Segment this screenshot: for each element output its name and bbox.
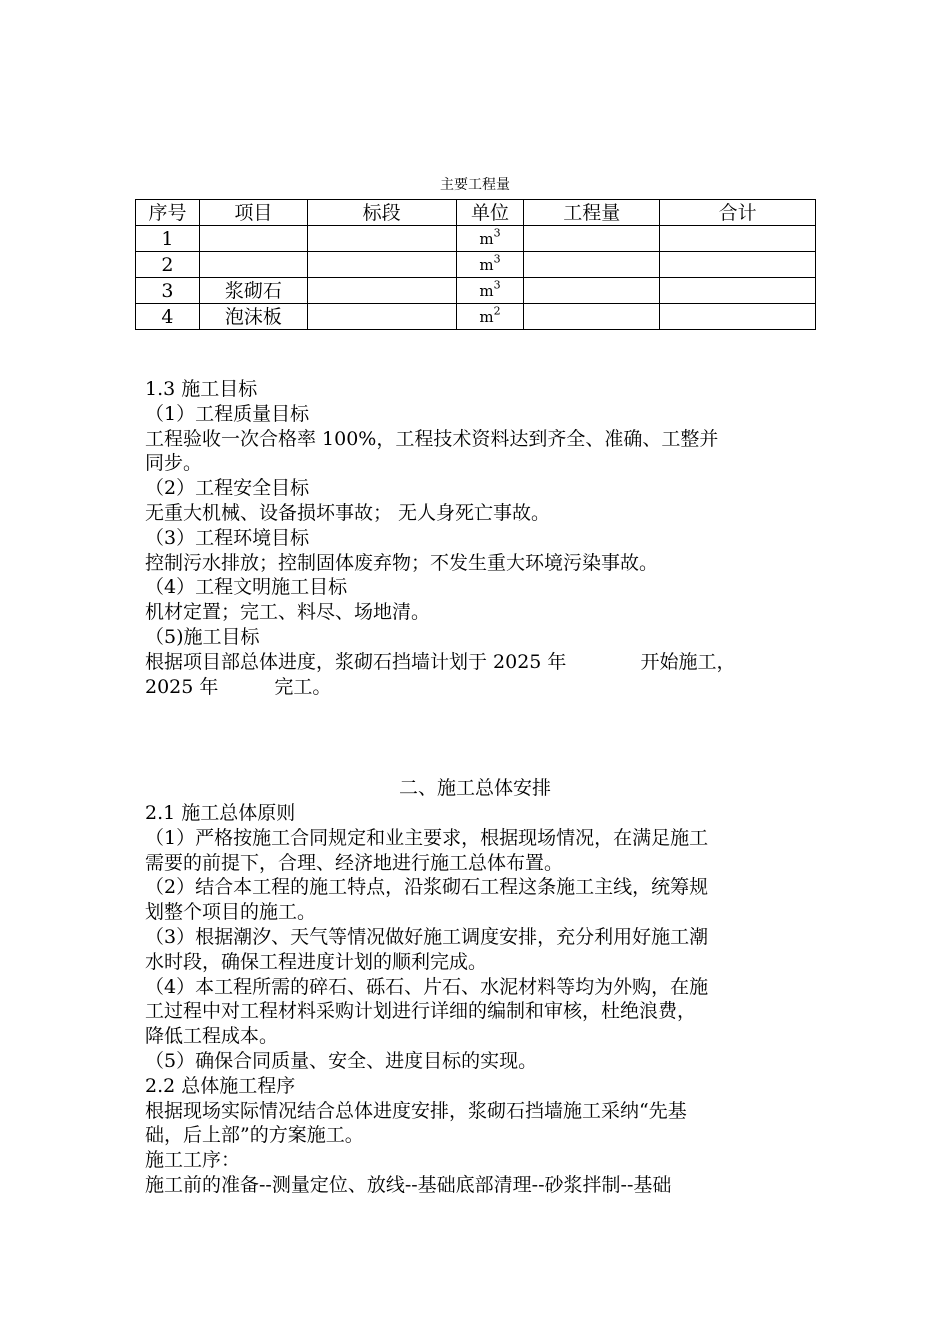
paragraph-line: 工过程中对工程材料采购计划进行详细的编制和审核，杜绝浪费， — [145, 1000, 697, 1023]
header-cell: 序号 — [136, 200, 200, 226]
paragraph-line: 工程验收一次合格率 100%，工程技术资料达到齐全、准确、工整并 — [145, 427, 719, 450]
table-row — [136, 252, 816, 278]
section-heading: 1.3 施工目标 — [145, 378, 258, 400]
paragraph-line: （2）结合本工程的施工特点，沿浆砌石工程这条施工主线，统筹规 — [145, 876, 709, 899]
paragraph-line: 根据项目部总体进度，浆砌石挡墙计划于 2025 年 开始施工， — [145, 650, 736, 673]
table-row — [136, 226, 816, 252]
cell-item: 泡沫板 — [199, 304, 307, 330]
chapter-2-body — [145, 801, 820, 1198]
section-1-3 — [145, 377, 820, 699]
cell-total — [660, 226, 816, 252]
paragraph-line: （4）本工程所需的碎石、砾石、片石、水泥材料等均为外购，在施 — [145, 975, 709, 998]
paragraph-line: 施工前的准备--测量定位、放线--基础底部清理--砂浆拌制--基础 — [145, 1173, 672, 1196]
subheading: （5)施工目标 — [145, 625, 260, 648]
cell-unit: $m^2$ — [456, 304, 524, 330]
paragraph-line: 2025 年 完工。 — [145, 675, 332, 698]
paragraph-line: 施工工序： — [145, 1149, 241, 1172]
table-row — [136, 278, 816, 304]
paragraph-line: 降低工程成本。 — [145, 1025, 279, 1048]
cell-item: 浆砌石 — [199, 278, 307, 304]
cell-total — [660, 252, 816, 278]
cell-no: 2 — [136, 252, 200, 278]
table-header-row — [136, 200, 816, 226]
cell-section — [307, 304, 456, 330]
paragraph-line: （1）严格按施工合同规定和业主要求，根据现场情况，在满足施工 — [145, 826, 709, 849]
cell-no: 4 — [136, 304, 200, 330]
paragraph-line: 水时段，确保工程进度计划的顺利完成。 — [145, 950, 488, 973]
section-heading: 2.2 总体施工程序 — [145, 1074, 296, 1097]
cell-section — [307, 226, 456, 252]
paragraph-line: 根据现场实际情况结合总体进度安排，浆砌石挡墙施工采纳“先基 — [145, 1099, 687, 1122]
section-heading: 2.1 施工总体原则 — [145, 802, 296, 824]
paragraph-line: 础，后上部”的方案施工。 — [145, 1124, 364, 1147]
paragraph-line: 需要的前提下，合理、经济地进行施工总体布置。 — [145, 851, 564, 874]
paragraph-line: 机材定置；完工、料尽、场地清。 — [145, 601, 431, 624]
paragraph-line: 无重大机械、设备损坏事故； 无人身死亡事故。 — [145, 501, 551, 524]
subheading: （1）工程质量目标 — [145, 402, 310, 425]
cell-item — [199, 252, 307, 278]
cell-qty — [524, 226, 660, 252]
cell-qty — [524, 304, 660, 330]
cell-total — [660, 278, 816, 304]
paragraph-line: （3）根据潮汐、天气等情况做好施工调度安排，充分利用好施工潮 — [145, 925, 709, 948]
header-cell: 项目 — [199, 200, 307, 226]
paragraph-line: 同步。 — [145, 452, 203, 475]
cell-unit: $m^3$ — [456, 226, 524, 252]
cell-total — [660, 304, 816, 330]
header-cell: 工程量 — [524, 200, 660, 226]
cell-section — [307, 278, 456, 304]
quantity-table — [135, 199, 816, 330]
cell-no: 3 — [136, 278, 200, 304]
header-cell: 标段 — [307, 200, 456, 226]
subheading: （3）工程环境目标 — [145, 526, 310, 549]
cell-no: 1 — [136, 226, 200, 252]
paragraph-line: （5）确保合同质量、安全、进度目标的实现。 — [145, 1049, 538, 1072]
header-cell: 合计 — [660, 200, 816, 226]
paragraph-line: 划整个项目的施工。 — [145, 901, 317, 924]
table-title: 主要工程量 — [440, 177, 510, 193]
cell-qty — [524, 278, 660, 304]
cell-qty — [524, 252, 660, 278]
cell-item — [199, 226, 307, 252]
cell-section — [307, 252, 456, 278]
subheading: （4）工程文明施工目标 — [145, 576, 348, 599]
header-cell: 单位 — [456, 200, 524, 226]
subheading: （2）工程安全目标 — [145, 477, 310, 500]
table-row — [136, 304, 816, 330]
paragraph-line: 控制污水排放；控制固体废弃物；不发生重大环境污染事故。 — [145, 551, 659, 574]
cell-unit: $m^3$ — [456, 252, 524, 278]
cell-unit: $m^3$ — [456, 278, 524, 304]
chapter-heading: 二、施工总体安排 — [398, 777, 551, 799]
